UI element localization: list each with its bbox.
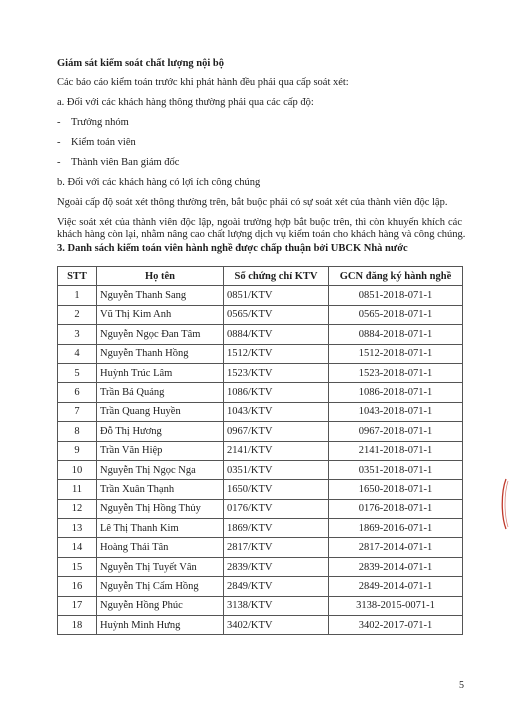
cell-registration: 2849-2014-071-1 [329,577,463,596]
table-row [58,422,463,441]
list-heading: 3. Danh sách kiểm toán viên hành nghề được chấp thuận bởi UBCK Nhà nước [57,243,408,254]
cell-stt: 1 [58,286,97,305]
item-a-text: a. Đối với các khách hàng thông thường phải qua các cấp độ: [57,97,314,108]
cell-name: Trần Xuân Thạnh [97,480,224,499]
table-row [58,363,463,382]
cell-stt: 18 [58,616,97,635]
level-label: Kiểm toán viên [71,137,136,148]
cell-certificate: 2849/KTV [224,577,329,596]
cell-certificate: 1512/KTV [224,344,329,363]
cell-name: Hoàng Thái Tân [97,538,224,557]
cell-stt: 4 [58,344,97,363]
cell-name: Trần Bá Quảng [97,383,224,402]
page-number: 5 [459,680,464,691]
cell-certificate: 1869/KTV [224,519,329,538]
cell-registration: 1043-2018-071-1 [329,402,463,421]
cell-name: Nguyễn Ngọc Đan Tâm [97,325,224,344]
cell-stt: 7 [58,402,97,421]
cell-certificate: 0851/KTV [224,286,329,305]
cell-stt: 13 [58,519,97,538]
table-row [58,286,463,305]
cell-name: Nguyễn Thị Tuyết Vân [97,557,224,576]
cell-name: Nguyễn Thị Ngọc Nga [97,460,224,479]
section-title: Giám sát kiểm soát chất lượng nội bộ [57,58,225,69]
cell-stt: 6 [58,383,97,402]
cell-stt: 15 [58,557,97,576]
cell-certificate: 2141/KTV [224,441,329,460]
cell-certificate: 1650/KTV [224,480,329,499]
cell-stt: 16 [58,577,97,596]
red-margin-mark [499,478,509,530]
cell-name: Trần Quang Huyền [97,402,224,421]
table-row [58,557,463,576]
header-stt: STT [58,267,97,286]
table-row [58,616,463,635]
header-name: Họ tên [97,267,224,286]
cell-stt: 12 [58,499,97,518]
cell-certificate: 2817/KTV [224,538,329,557]
cell-registration: 0884-2018-071-1 [329,325,463,344]
level-label: Trưởng nhóm [71,117,129,128]
table-body [58,286,463,635]
level-item [57,117,129,128]
level-label: Thành viên Ban giám đốc [71,157,180,168]
intro-text: Các báo cáo kiểm toán trước khi phát hành đều phải qua cấp soát xét: [57,77,349,88]
cell-certificate: 3402/KTV [224,616,329,635]
cell-registration: 0176-2018-071-1 [329,499,463,518]
cell-certificate: 0884/KTV [224,325,329,344]
cell-registration: 1523-2018-071-1 [329,363,463,382]
item-b-text: b. Đối với các khách hàng có lợi ích công chúng [57,177,261,188]
cell-stt: 10 [58,460,97,479]
auditor-table [57,266,463,635]
cell-name: Huỳnh Trúc Lâm [97,363,224,382]
table-row [58,519,463,538]
cell-registration: 1086-2018-071-1 [329,383,463,402]
table-row [58,305,463,324]
level-item [57,137,136,148]
dash-bullet: - [57,137,61,148]
table-row [58,441,463,460]
cell-certificate: 1043/KTV [224,402,329,421]
cell-certificate: 1086/KTV [224,383,329,402]
cell-registration: 2817-2014-071-1 [329,538,463,557]
cell-certificate: 0967/KTV [224,422,329,441]
cell-certificate: 1523/KTV [224,363,329,382]
dash-bullet: - [57,117,61,128]
dash-bullet: - [57,157,61,168]
cell-certificate: 2839/KTV [224,557,329,576]
paragraph-2-line-1: Việc soát xét của thành viên độc lập, ngoài trường hợp bắt buộc trên, thì còn khuyến khích các [57,217,462,228]
cell-stt: 11 [58,480,97,499]
table-row [58,499,463,518]
cell-certificate: 0351/KTV [224,460,329,479]
cell-stt: 14 [58,538,97,557]
cell-registration: 0967-2018-071-1 [329,422,463,441]
table-row [58,460,463,479]
cell-certificate: 0565/KTV [224,305,329,324]
cell-registration: 2141-2018-071-1 [329,441,463,460]
cell-stt: 3 [58,325,97,344]
cell-name: Trần Văn Hiệp [97,441,224,460]
cell-name: Nguyễn Hồng Phúc [97,596,224,615]
cell-stt: 17 [58,596,97,615]
level-item [57,157,179,168]
cell-registration: 2839-2014-071-1 [329,557,463,576]
paragraph-1: Ngoài cấp độ soát xét thông thường trên, bắt buộc phải có sự soát xét của thành viên độc lập. [57,197,448,208]
cell-name: Nguyễn Thanh Hồng [97,344,224,363]
table-row [58,596,463,615]
cell-name: Huỳnh Minh Hưng [97,616,224,635]
table-row [58,480,463,499]
cell-stt: 2 [58,305,97,324]
header-registration: GCN đăng ký hành nghề [329,267,463,286]
header-certificate: Số chứng chỉ KTV [224,267,329,286]
cell-stt: 9 [58,441,97,460]
cell-name: Lê Thị Thanh Kim [97,519,224,538]
cell-registration: 1512-2018-071-1 [329,344,463,363]
cell-stt: 5 [58,363,97,382]
table-row [58,402,463,421]
table-row [58,538,463,557]
table-header-row [58,267,463,286]
cell-registration: 0351-2018-071-1 [329,460,463,479]
cell-registration: 0565-2018-071-1 [329,305,463,324]
cell-name: Vũ Thị Kim Anh [97,305,224,324]
cell-registration: 1650-2018-071-1 [329,480,463,499]
cell-name: Nguyễn Thị Cẩm Hồng [97,577,224,596]
paragraph-2-line-2: khách hàng còn lại, nhằm nâng cao chất lượng dịch vụ kiểm toán cho khách hàng và công chúng. [57,229,466,240]
cell-certificate: 0176/KTV [224,499,329,518]
cell-registration: 3138-2015-0071-1 [329,596,463,615]
cell-name: Nguyễn Thanh Sang [97,286,224,305]
cell-certificate: 3138/KTV [224,596,329,615]
table-row [58,325,463,344]
cell-registration: 3402-2017-071-1 [329,616,463,635]
table-row [58,383,463,402]
table-row [58,344,463,363]
cell-name: Đỗ Thị Hương [97,422,224,441]
cell-registration: 0851-2018-071-1 [329,286,463,305]
table-row [58,577,463,596]
cell-name: Nguyễn Thị Hồng Thủy [97,499,224,518]
cell-stt: 8 [58,422,97,441]
cell-registration: 1869-2016-071-1 [329,519,463,538]
